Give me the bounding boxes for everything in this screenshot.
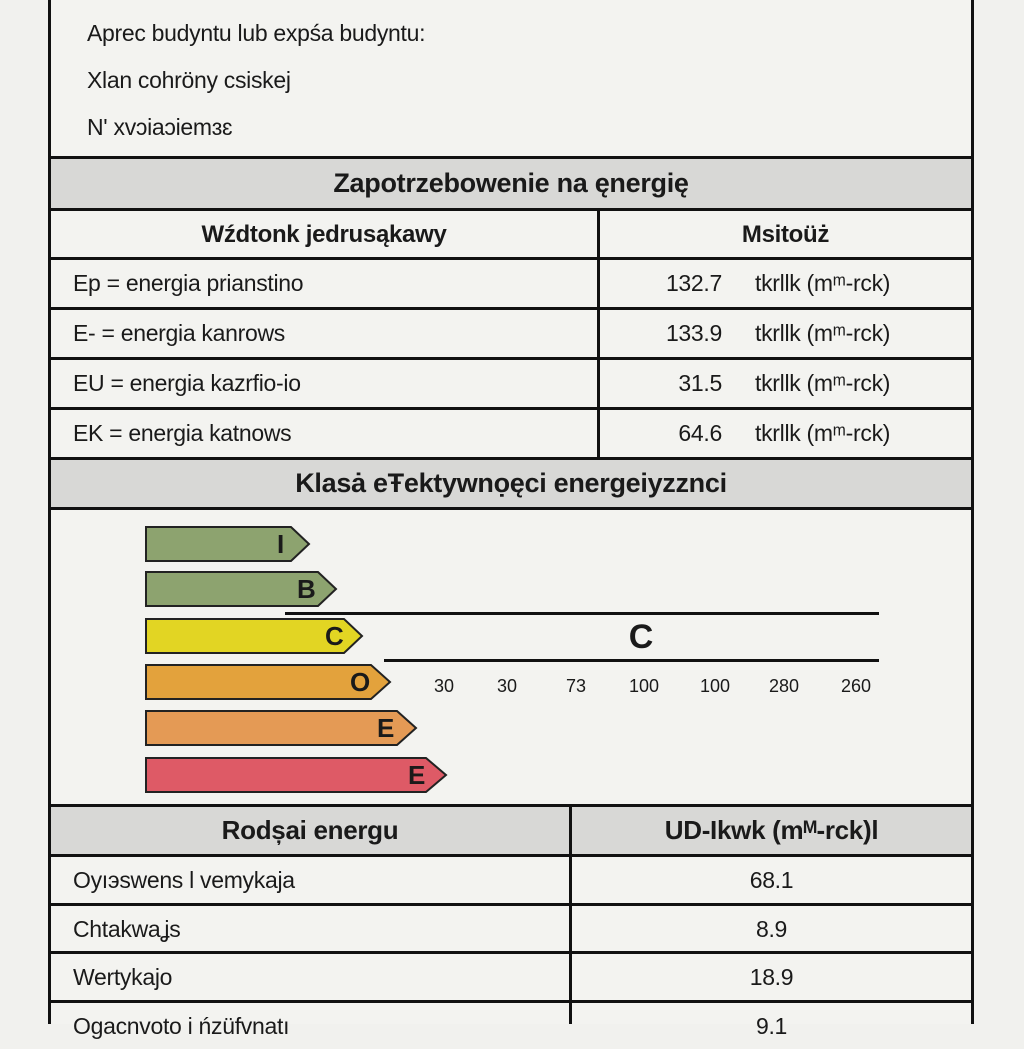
column-divider [597, 208, 600, 457]
energy-demand-row-unit: tkrllk (mᵐ-rck) [755, 420, 891, 446]
certificate-number-label: N' xvɔiaɔiemɜɛ [87, 114, 233, 140]
divider [51, 507, 971, 510]
energy-source-value: 9.1 [755, 1012, 788, 1039]
energy-source-label: Chtakwaʝs [73, 915, 181, 942]
current-class-top-line [285, 612, 879, 615]
scale-tick: 73 [565, 676, 587, 696]
energy-source-label: Ogacnvoto i ńzüfvnatı [73, 1012, 290, 1039]
scale-tick: 30 [433, 676, 455, 696]
energy-demand-title: Zapotrzebowenie na ęnergię [51, 159, 971, 208]
energy-source-value: 8.9 [755, 915, 788, 942]
scale-tick: 280 [768, 676, 800, 696]
scale-tick: 260 [840, 676, 872, 696]
energy-demand-row-value: 64.6 [678, 420, 722, 446]
energy-demand-row-label: E- = energia kanrows [73, 320, 285, 346]
class-arrow-label: E [408, 759, 426, 790]
class-arrow-label: I [277, 528, 285, 559]
energy-demand-row-value: 133.9 [665, 320, 722, 346]
energy-source-label: Wertykajo [73, 963, 173, 990]
source-column-header: Rodșai energu [51, 807, 569, 854]
energy-demand-row-unit: tkrllk (mᵐ-rck) [755, 370, 891, 396]
current-class-label: C [628, 618, 654, 656]
scale-tick: 30 [496, 676, 518, 696]
energy-demand-row-label: EK = energia katnows [73, 420, 292, 446]
efficiency-class-title: Klasȧ eŦektywnọęci energeiyzznci [51, 460, 971, 507]
class-arrow-b [145, 571, 341, 607]
scale-tick: 100 [699, 676, 731, 696]
energy-demand-row-value: 31.5 [678, 370, 722, 396]
indicator-column-header: Wźdtonk jedrusąkawy [201, 220, 447, 248]
energy-demand-row-unit: tkrllk (mᵐ-rck) [755, 320, 891, 346]
column-divider [569, 804, 572, 1024]
class-arrow-f [145, 757, 451, 793]
energy-demand-row-value: 132.7 [665, 270, 722, 296]
class-arrow-c [145, 618, 367, 654]
class-arrow-label: O [350, 666, 371, 697]
usage-column-header: UD-Ikwk (mᴹ-rck)l [572, 807, 971, 854]
class-arrow-d [145, 664, 395, 700]
class-arrow-label: B [297, 573, 316, 604]
current-class-bottom-line [384, 659, 879, 662]
energy-demand-row-label: EU = energia kazrfio-io [73, 370, 301, 396]
energy-source-label: Oyıэswens l vemykaja [73, 866, 295, 893]
value-column-header: Msitoüż [741, 220, 830, 248]
energy-source-value: 18.9 [749, 963, 794, 990]
class-arrow-e [145, 710, 421, 746]
scale-tick: 100 [628, 676, 660, 696]
energy-demand-row-unit: tkrllk (mᵐ-rck) [755, 270, 891, 296]
energy-demand-row-label: Ep = energia prianstino [73, 270, 304, 296]
building-address-label: Aprec budyntu lub expśa budyntu: [87, 20, 426, 46]
class-arrow-label: C [325, 620, 344, 651]
energy-source-value: 68.1 [749, 866, 794, 893]
class-arrow-label: E [377, 712, 395, 743]
building-plan-label: Xlan cohröny csiskej [87, 67, 291, 93]
energy-certificate-page [48, 0, 974, 1039]
class-arrow-i [145, 526, 315, 562]
